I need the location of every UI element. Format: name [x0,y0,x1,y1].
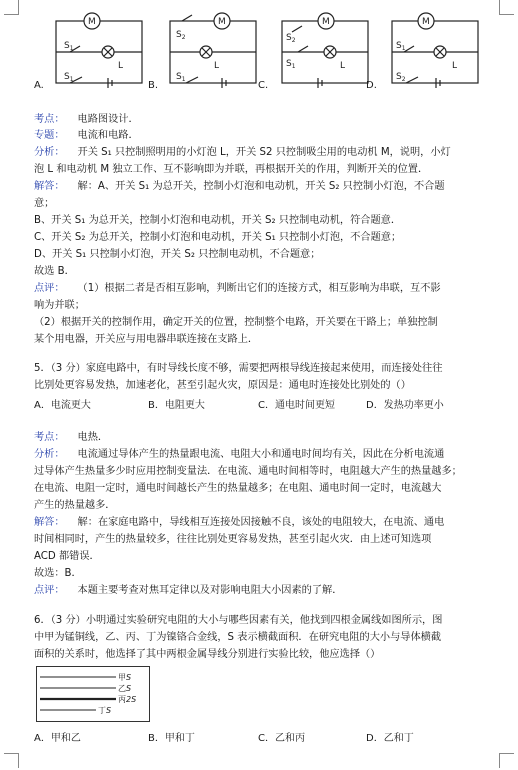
label-s-b-top: $S_2$ [176,30,186,41]
q4-option-b: B. [148,80,159,91]
q4-fenxi-line2: 泡 L 和电动机 M 独立工作、互不影响即为并联，再根据开关的作用，判断开关的位置． [34,164,429,175]
label-motor-d: M [422,17,430,27]
crop-mark-bottom-left [4,753,19,768]
q6-stem-line2: 中甲为锰铜线，乙、丙、丁为镍铬合金线，S 表示横截面积．在研究电阻的大小与导体横截 [34,632,442,643]
q5-fenxi-row [34,447,484,463]
q5-option-b: B．电阻更大 [148,400,205,411]
q5-fenxi-text: 电流通过导体产生的热量跟电流、电阻大小和通电时间均有关，因此在分析电流通 [77,449,445,460]
q4-fenxi-label: 分析： [34,147,65,158]
q5-fenxi-label: 分析： [34,449,65,460]
q5-dianping-text: 本题主要考查对焦耳定律以及对影响电阻大小因素的了解． [77,585,343,596]
q5-option-c: C．通电时间更短 [258,400,335,411]
q4-zhuanti: 电流和电路． [77,130,139,141]
q5-fenxi-line4: 产生的热量越多． [34,500,116,511]
q4-dianping-line4: 某个用电器，开关应与用电器串联连接在支路上． [34,334,259,345]
q4-zhuanti-label: 专题： [34,130,65,141]
q4-jieda-line4: C、开关 S₂ 为总开关，控制小灯泡和电动机，开关 S₁ 只控制小灯泡，不合题意； [34,232,402,243]
q4-option-c: C. [258,80,269,91]
label-s-a-bot: $S_1$ [64,72,74,83]
q5-dianping-row [34,583,484,599]
q6-option-c: C．乙和丙 [258,733,305,744]
label-s-c-top: $S_2$ [286,33,296,44]
q4-jieda-line2: 意； [34,198,55,209]
q4-dianping-line2: 响为并联； [34,300,85,311]
q5-option-d: D．发热功率更小 [366,400,444,411]
q4-jieda-line6: 故选 B． [34,266,75,277]
q4-jieda-label: 解答： [34,181,65,192]
q4-zhuanti-row [34,128,484,144]
q4-kaodian-label: 考点： [34,114,65,125]
label-motor-b: M [218,17,226,27]
wire-name-1: 甲 [118,673,126,682]
q4-jieda-line3: B、开关 S₁ 为总开关，控制小灯泡和电动机，开关 S₂ 只控制电动机，符合题意． [34,215,402,226]
q5-stem-line1: 5．（3 分）家庭电路中，有时导线长度不够，需要把两根导线连接起来使用，而连接处往往 [34,363,443,374]
svg-text:甲S: 甲S [118,673,132,682]
svg-text:乙S: 乙S [118,684,132,693]
q6-option-d: D．乙和丁 [366,733,414,744]
q5-fenxi-line3: 在电流、电阻一定时，通电时间越长产生的热量越多；在电阻、通电时间一定时，电流越大 [34,483,442,494]
label-lamp-b: L [214,61,220,71]
q5-dianping-label: 点评： [34,585,65,596]
wire-name-2: 乙 [118,684,126,693]
q4-dianping-label: 点评： [34,283,65,294]
label-s-c-bot: $S_1$ [286,59,296,70]
q6-option-a: A．甲和乙 [34,733,81,744]
q5-kaodian: 电热． [77,432,109,443]
q4-jieda-text: 解：A、开关 S₁ 为总开关，控制小灯泡和电动机，开关 S₂ 只控制小灯泡，不合题 [77,181,445,192]
q4-kaodian-row [34,112,484,128]
svg-text:丙2S: 丙2S [118,695,137,704]
q5-jieda-label: 解答： [34,517,65,528]
q5-jieda-line3: ACD 都错误． [34,551,100,562]
label-s-a-top: $S_1$ [64,41,74,52]
q4-fenxi-row [34,145,484,161]
svg-text:丁S: 丁S [98,706,112,715]
wire-name-4: 丁 [98,706,106,715]
q5-kaodian-row [34,430,484,446]
crop-mark-bottom-right [499,753,514,768]
q5-kaodian-label: 考点： [34,432,65,443]
label-motor-c: M [322,17,330,27]
label-s-d-bot: $S_2$ [396,72,406,83]
label-lamp-c: L [340,61,346,71]
q4-dianping-row [34,281,484,297]
wire-name-3: 丙 [118,695,126,704]
label-s-d-top: $S_1$ [396,41,406,52]
q4-dianping-text: （1）根据二者是否相互影响，判断出它们的连接方式，相互影响为串联，互不影 [77,283,441,294]
q5-jieda-row [34,515,484,531]
q5-jieda-line2: 时间相同时，产生的热量较多，往往比别处更容易发热，甚至引起火灾．由上述可知选项 [34,534,432,545]
q5-stem-line2: 比别处更容易发热，加速老化，甚至引起火灾，原因是：通电时连接处比别处的（） [34,380,411,391]
q6-stem-line3: 面积的关系时，他选择了其中两根金属导线分别进行实验比较，他应选择（） [34,649,381,660]
q4-fenxi-text: 开关 S₁ 只控制照明用的小灯泡 L，开关 S2 只控制吸尘用的电动机 M，说明，小灯 [77,147,451,158]
q5-jieda-line4: 故选：B． [34,568,82,579]
q5-jieda-text: 解：在家庭电路中，导线相互连接处因接触不良，该处的电阻较大，在电流、通电 [77,517,445,528]
label-motor-a: M [88,17,96,27]
label-lamp-d: L [452,61,458,71]
q4-option-d: D. [366,80,377,91]
label-lamp-a: L [118,61,124,71]
q5-fenxi-line2: 过导体产生热量多少时应用控制变量法．在电流、通电时间相等时，电阻越大产生的热量越多； [34,466,462,477]
q4-kaodian: 电路图设计． [77,114,139,125]
q6-stem-line1: 6．（3 分）小明通过实验研究电阻的大小与哪些因素有关，他找到四根金属线如图所示，图 [34,615,443,626]
label-s-b-bot: $S_1$ [176,72,186,83]
q4-jieda-line5: D、开关 S₁ 只控制小灯泡，开关 S₂ 只控制电动机，不合题意； [34,249,321,260]
q4-jieda-row [34,179,484,195]
q4-dianping-line3: （2）根据开关的控制作用，确定开关的位置，控制整个电路，开关要在干路上；单独控制 [34,317,438,328]
wire-lines [36,666,151,724]
q4-option-a: A. [34,80,44,91]
q6-option-b: B．甲和丁 [148,733,195,744]
q5-option-a: A．电流更大 [34,400,91,411]
